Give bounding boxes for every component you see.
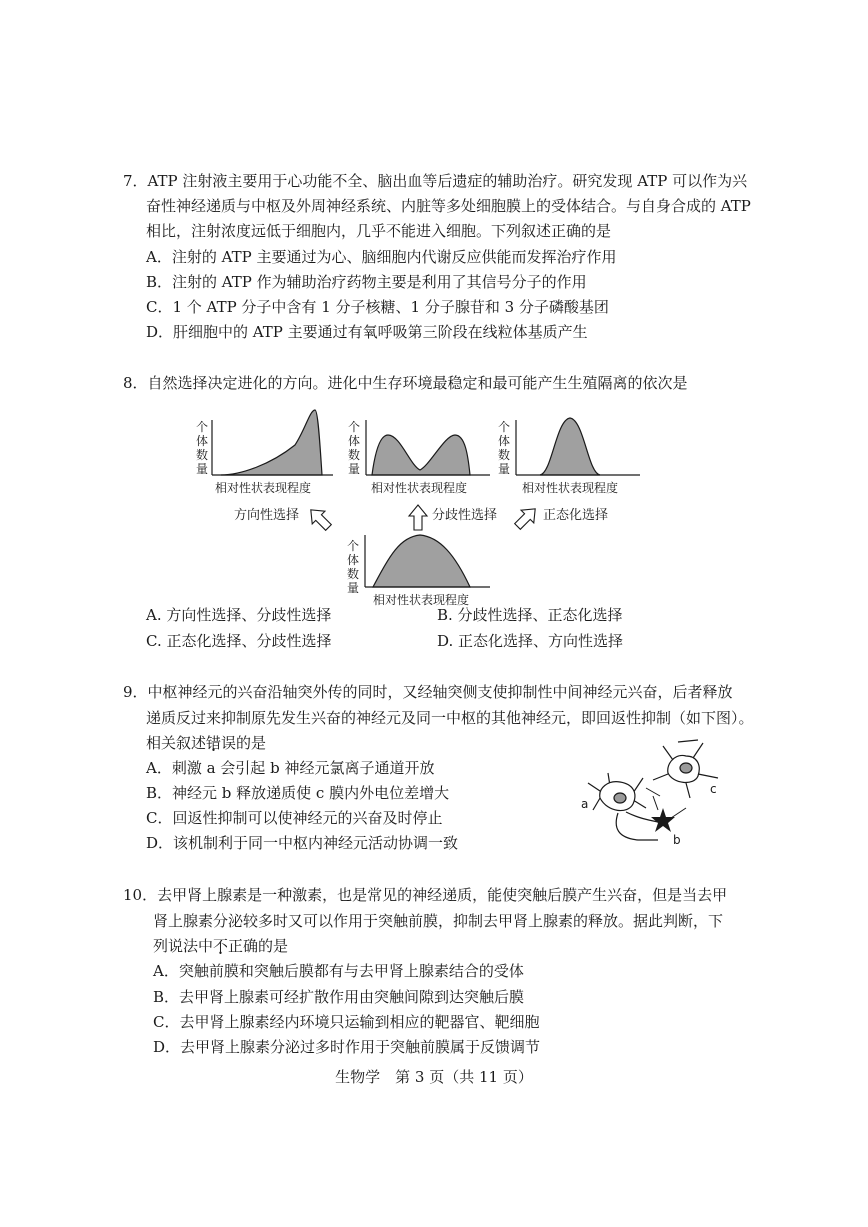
graph-stabilizing [498, 418, 640, 495]
g1-ylabel-4: 量 [196, 462, 209, 476]
g2-ylabel-2: 体 [348, 434, 361, 448]
q7-option-a[interactable]: A．注射的 ATP 主要通过为心、脑细胞内代谢反应供能而发挥治疗作用 [146, 248, 617, 266]
g3-ylabel-3: 数 [498, 448, 511, 462]
arrow-up-left-icon [304, 503, 334, 533]
q8-option-a[interactable]: A. 方向性选择、分歧性选择 [146, 606, 332, 624]
q8-stem: 8．自然选择决定进化的方向。进化中生存环境最稳定和最可能产生生殖隔离的依次是 [123, 374, 688, 392]
label-a: a [581, 797, 589, 811]
q7-stem-line-1: 7．ATP 注射液主要用于心功能不全、脑出血等后遗症的辅助治疗。研究发现 ATP 可以作为兴 [123, 172, 748, 190]
q9-option-d[interactable]: D．该机制利于同一中枢内神经元活动协调一致 [146, 834, 459, 852]
neuron-b-star-icon [651, 808, 675, 832]
q8-option-c[interactable]: C. 正态化选择、分歧性选择 [146, 632, 332, 650]
g2-ylabel-4: 量 [348, 462, 361, 476]
page-footer: 生物学 第 3 页（共 11 页） [335, 1068, 533, 1086]
q9-option-a[interactable]: A．刺激 a 会引起 b 神经元氯离子通道开放 [146, 759, 435, 777]
g4-curve [373, 535, 470, 587]
graph-directional [196, 410, 333, 495]
graph-disruptive [348, 420, 490, 495]
g4-xlabel: 相对性状表现程度 [373, 593, 470, 607]
g1-xlabel: 相对性状表现程度 [215, 481, 312, 495]
g4-ylabel-3: 数 [347, 567, 360, 581]
g3-ylabel-4: 量 [498, 462, 511, 476]
graph-original [347, 535, 490, 607]
g2-ylabel-1: 个 [348, 420, 361, 434]
q9-stem-line-2: 递质反过来抑制原先发生兴奋的神经元及同一中枢的其他神经元，即回返性抑制（如下图）。 [146, 709, 754, 727]
label-stabilizing: 正态化选择 [543, 508, 609, 523]
recurrent-inhibition-diagram [578, 738, 738, 858]
g3-ylabel-1: 个 [498, 420, 511, 434]
q10-option-a[interactable]: A．突触前膜和突触后膜都有与去甲肾上腺素结合的受体 [153, 962, 524, 980]
g3-xlabel: 相对性状表现程度 [522, 481, 619, 495]
q7-option-b[interactable]: B．注射的 ATP 作为辅助治疗药物主要是利用了其信号分子的作用 [146, 273, 587, 291]
g2-ylabel-3: 数 [348, 448, 361, 462]
label-disruptive: 分歧性选择 [432, 508, 498, 523]
label-b: b [673, 833, 681, 847]
arrow-up-right-icon [511, 502, 541, 532]
q7-stem-line-3: 相比，注射浓度远低于细胞内，几乎不能进入细胞。下列叙述正确的是 [146, 222, 612, 240]
g3-curve [540, 418, 600, 475]
emphasis-mark: 不 [213, 937, 229, 955]
q7-option-d[interactable]: D．肝细胞中的 ATP 主要通过有氧呼吸第三阶段在线粒体基质产生 [146, 323, 588, 341]
q9-stem-line-3: 相关叙述错误的是 [146, 734, 267, 752]
g2-xlabel: 相对性状表现程度 [371, 481, 468, 495]
g1-ylabel-3: 数 [196, 448, 209, 462]
q8-option-d[interactable]: D. 正态化选择、方向性选择 [437, 632, 624, 650]
q9-stem-line-1: 9．中枢神经元的兴奋沿轴突外传的同时，又经轴突侧支使抑制性中间神经元兴奋，后者释放 [123, 683, 733, 701]
q9-option-b[interactable]: B．神经元 b 释放递质使 c 膜内外电位差增大 [146, 784, 450, 802]
g1-curve [221, 410, 322, 475]
g3-ylabel-2: 体 [498, 434, 511, 448]
g4-ylabel-4: 量 [347, 581, 360, 595]
q8-option-b[interactable]: B. 分歧性选择、正态化选择 [437, 606, 623, 624]
q10-option-d[interactable]: D．去甲肾上腺素分泌过多时作用于突触前膜属于反馈调节 [153, 1038, 541, 1056]
g1-ylabel-1: 个 [196, 420, 209, 434]
emphasis-mark: 错 [206, 734, 222, 752]
g2-curve [372, 435, 470, 475]
q10-stem-line-1: 10．去甲肾上腺素是一种激素，也是常见的神经递质，能使突触后膜产生兴奋，但是当去甲 [123, 886, 728, 904]
q10-option-b[interactable]: B．去甲肾上腺素可经扩散作用由突触间隙到达突触后膜 [153, 988, 525, 1006]
g4-ylabel-1: 个 [347, 539, 360, 553]
g1-ylabel-2: 体 [196, 434, 209, 448]
selection-types-figure [0, 405, 868, 635]
q10-stem-line-3: 列说法中不正确的是 [153, 937, 289, 955]
g4-ylabel-2: 体 [347, 553, 360, 567]
label-c: c [710, 782, 717, 796]
q7-option-c[interactable]: C．1 个 ATP 分子中含有 1 分子核糖、1 分子腺苷和 3 分子磷酸基团 [146, 298, 609, 316]
arrow-up-icon [409, 505, 427, 530]
q10-stem-line-2: 肾上腺素分泌较多时又可以作用于突触前膜，抑制去甲肾上腺素的释放。据此判断，下 [153, 912, 724, 930]
q7-stem-line-2: 奋性神经递质与中枢及外周神经系统、内脏等多处细胞膜上的受体结合。与自身合成的 ATP [146, 197, 751, 215]
q10-option-c[interactable]: C．去甲肾上腺素经内环境只运输到相应的靶器官、靶细胞 [153, 1013, 540, 1031]
q9-option-c[interactable]: C．回返性抑制可以使神经元的兴奋及时停止 [146, 809, 443, 827]
label-directional: 方向性选择 [234, 508, 300, 523]
